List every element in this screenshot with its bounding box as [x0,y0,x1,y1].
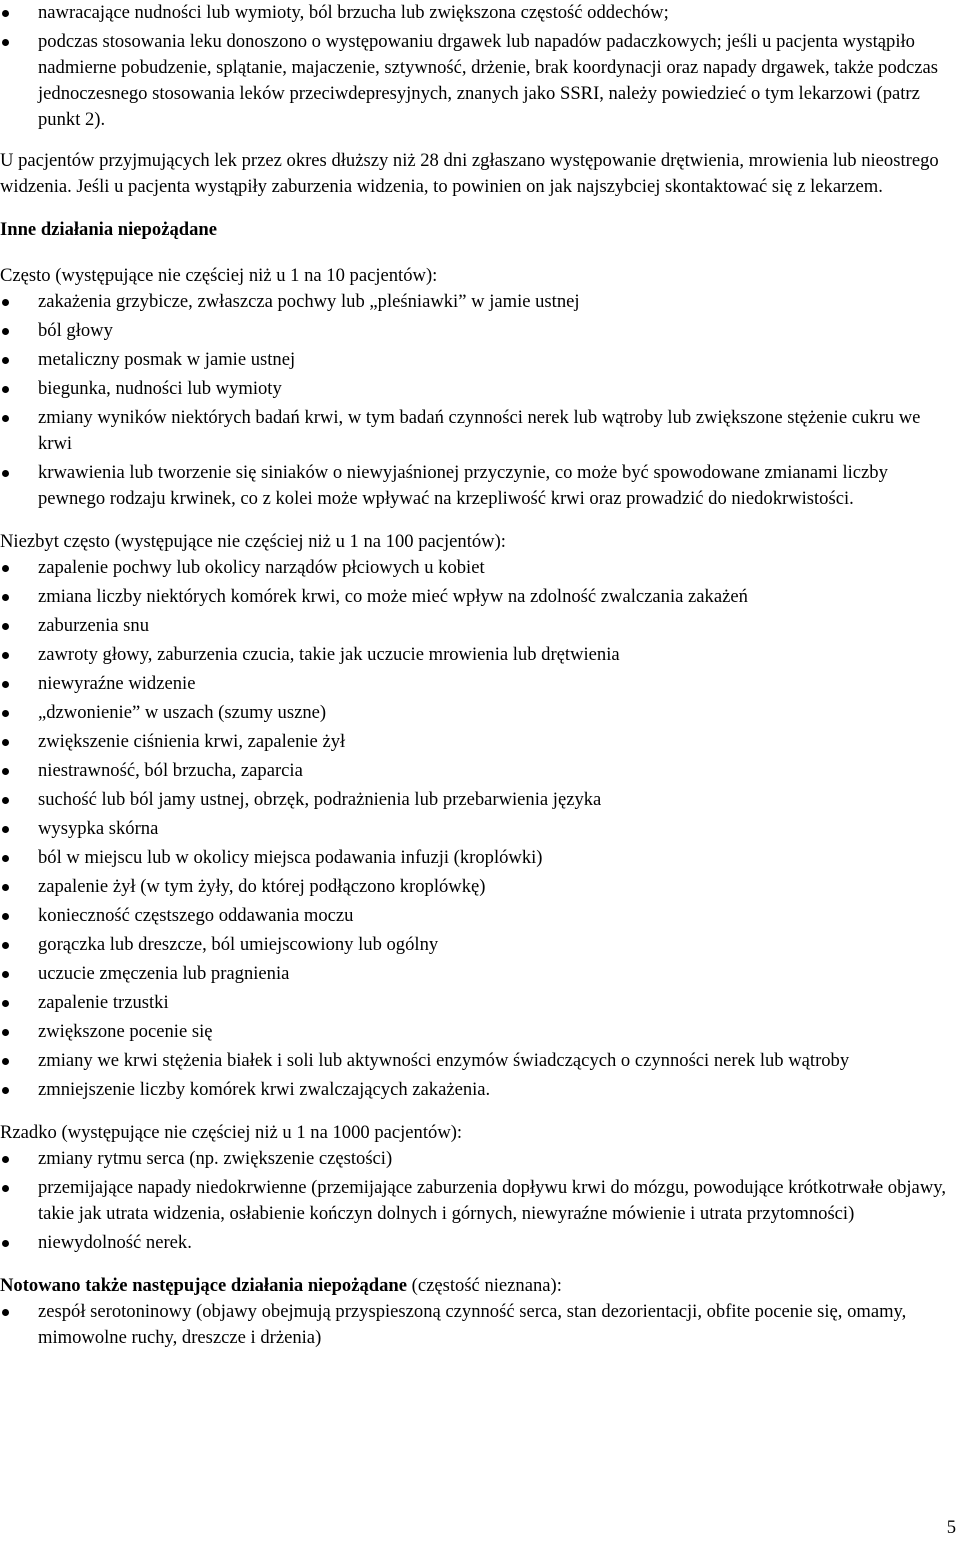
top-bullet-list [0,0,958,133]
list-item: biegunka, nudności lub wymioty [0,376,958,402]
frequency-label: Rzadko [0,1122,57,1143]
list-item: podczas stosowania leku donoszono o występowaniu drgawek lub napadów padaczkowych; jeśli u pacjenta wystąpiło nadmierne pobudzenie, splątanie, majaczenie, sztywność, drżenie, brak koordynacji oraz napady drgawek, także podczas jednoczesnego stosowania leków przeciwdepresyjnych, znanych jako SSRI, należy powiedzieć o tym lekarzowi (patrz punkt 2). [0,29,958,133]
list-item: zmiany we krwi stężenia białek i soli lub aktywności enzymów świadczących o czynności nerek lub wątroby [0,1048,958,1074]
list-item: zwiększone pocenie się [0,1019,958,1045]
frequency-description: (występujące nie częściej niż u 1 na 1000 pacjentów): [56,1122,463,1143]
list-item: gorączka lub dreszcze, ból umiejscowiony lub ogólny [0,932,958,958]
frequency-label: Często [0,265,51,286]
frequency-description: (występujące nie częściej niż u 1 na 100 pacjentów): [109,531,506,552]
rare-effects-list [0,1146,958,1256]
list-item: niewydolność nerek. [0,1230,958,1256]
list-item: wysypka skórna [0,816,958,842]
list-item: suchość lub ból jamy ustnej, obrzęk, podrażnienia lub przebarwienia języka [0,787,958,813]
frequency-heading-uncommon [0,529,958,555]
list-item: zapalenie żył (w tym żyły, do której podłączono kroplówkę) [0,874,958,900]
list-item: zapalenie pochwy lub okolicy narządów płciowych u kobiet [0,555,958,581]
list-item: zmiany wyników niektórych badań krwi, w tym badań czynności nerek lub wątroby lub zwiększone stężenie cukru we krwi [0,405,958,457]
list-item: zaburzenia snu [0,613,958,639]
list-item: zmiana liczby niektórych komórek krwi, co może mieć wpływ na zdolność zwalczania zakażeń [0,584,958,610]
section-heading: Inne działania niepożądane [0,219,217,240]
list-item: ból głowy [0,318,958,344]
list-item: ból w miejscu lub w okolicy miejsca podawania infuzji (kroplówki) [0,845,958,871]
list-item: nawracające nudności lub wymioty, ból brzucha lub zwiększona częstość oddechów; [0,0,958,26]
list-item: zmiany rytmu serca (np. zwiększenie częstości) [0,1146,958,1172]
frequency-heading-unknown [0,1273,958,1299]
common-effects-list [0,289,958,512]
unknown-frequency-effects-list [0,1299,958,1351]
list-item: krwawienia lub tworzenie się siniaków o niewyjaśnionej przyczynie, co może być spowodowane zmianami liczby pewnego rodzaju krwinek, co z kolei może wpływać na krzepliwość krwi oraz prowadzić do niedokrwistości. [0,460,958,512]
frequency-description: (częstość nieznana): [407,1275,562,1296]
frequency-label: Niezbyt często [0,531,110,552]
list-item: zawroty głowy, zaburzenia czucia, takie jak uczucie mrowienia lub drętwienia [0,642,958,668]
list-item: zwiększenie ciśnienia krwi, zapalenie żył [0,729,958,755]
frequency-label: Notowano także następujące działania niepożądane [0,1275,408,1296]
list-item: konieczność częstszego oddawania moczu [0,903,958,929]
numbness-warning-paragraph: U pacjentów przyjmujących lek przez okres dłuższy niż 28 dni zgłaszano występowanie drętwienia, mrowienia lub nieostrego widzenia. Jeśli u pacjenta wystąpiły zaburzenia widzenia, to powinien on jak najszybciej skontaktować się z lekarzem. [0,150,939,197]
list-item: niewyraźne widzenie [0,671,958,697]
list-item: uczucie zmęczenia lub pragnienia [0,961,958,987]
frequency-heading-common [0,263,958,289]
frequency-description: (występujące nie częściej niż u 1 na 10 pacjentów): [50,265,438,286]
uncommon-effects-list [0,555,958,1103]
list-item: niestrawność, ból brzucha, zaparcia [0,758,958,784]
list-item: „dzwonienie” w uszach (szumy uszne) [0,700,958,726]
page-number: 5 [946,1517,956,1538]
list-item: zespół serotoninowy (objawy obejmują przyspieszoną czynność serca, stan dezorientacji, obfite pocenie się, omamy, mimowolne ruchy, dreszcze i drżenia) [0,1299,958,1351]
list-item: metaliczny posmak w jamie ustnej [0,347,958,373]
list-item: zmniejszenie liczby komórek krwi zwalczających zakażenia. [0,1077,958,1103]
frequency-heading-rare [0,1120,958,1146]
list-item: zakażenia grzybicze, zwłaszcza pochwy lub „pleśniawki” w jamie ustnej [0,289,958,315]
list-item: zapalenie trzustki [0,990,958,1016]
list-item: przemijające napady niedokrwienne (przemijające zaburzenia dopływu krwi do mózgu, powodujące krótkotrwałe objawy, takie jak utrata widzenia, osłabienie kończyn dolnych i górnych, niewyraźne mówienie i utrata przytomności) [0,1175,958,1227]
